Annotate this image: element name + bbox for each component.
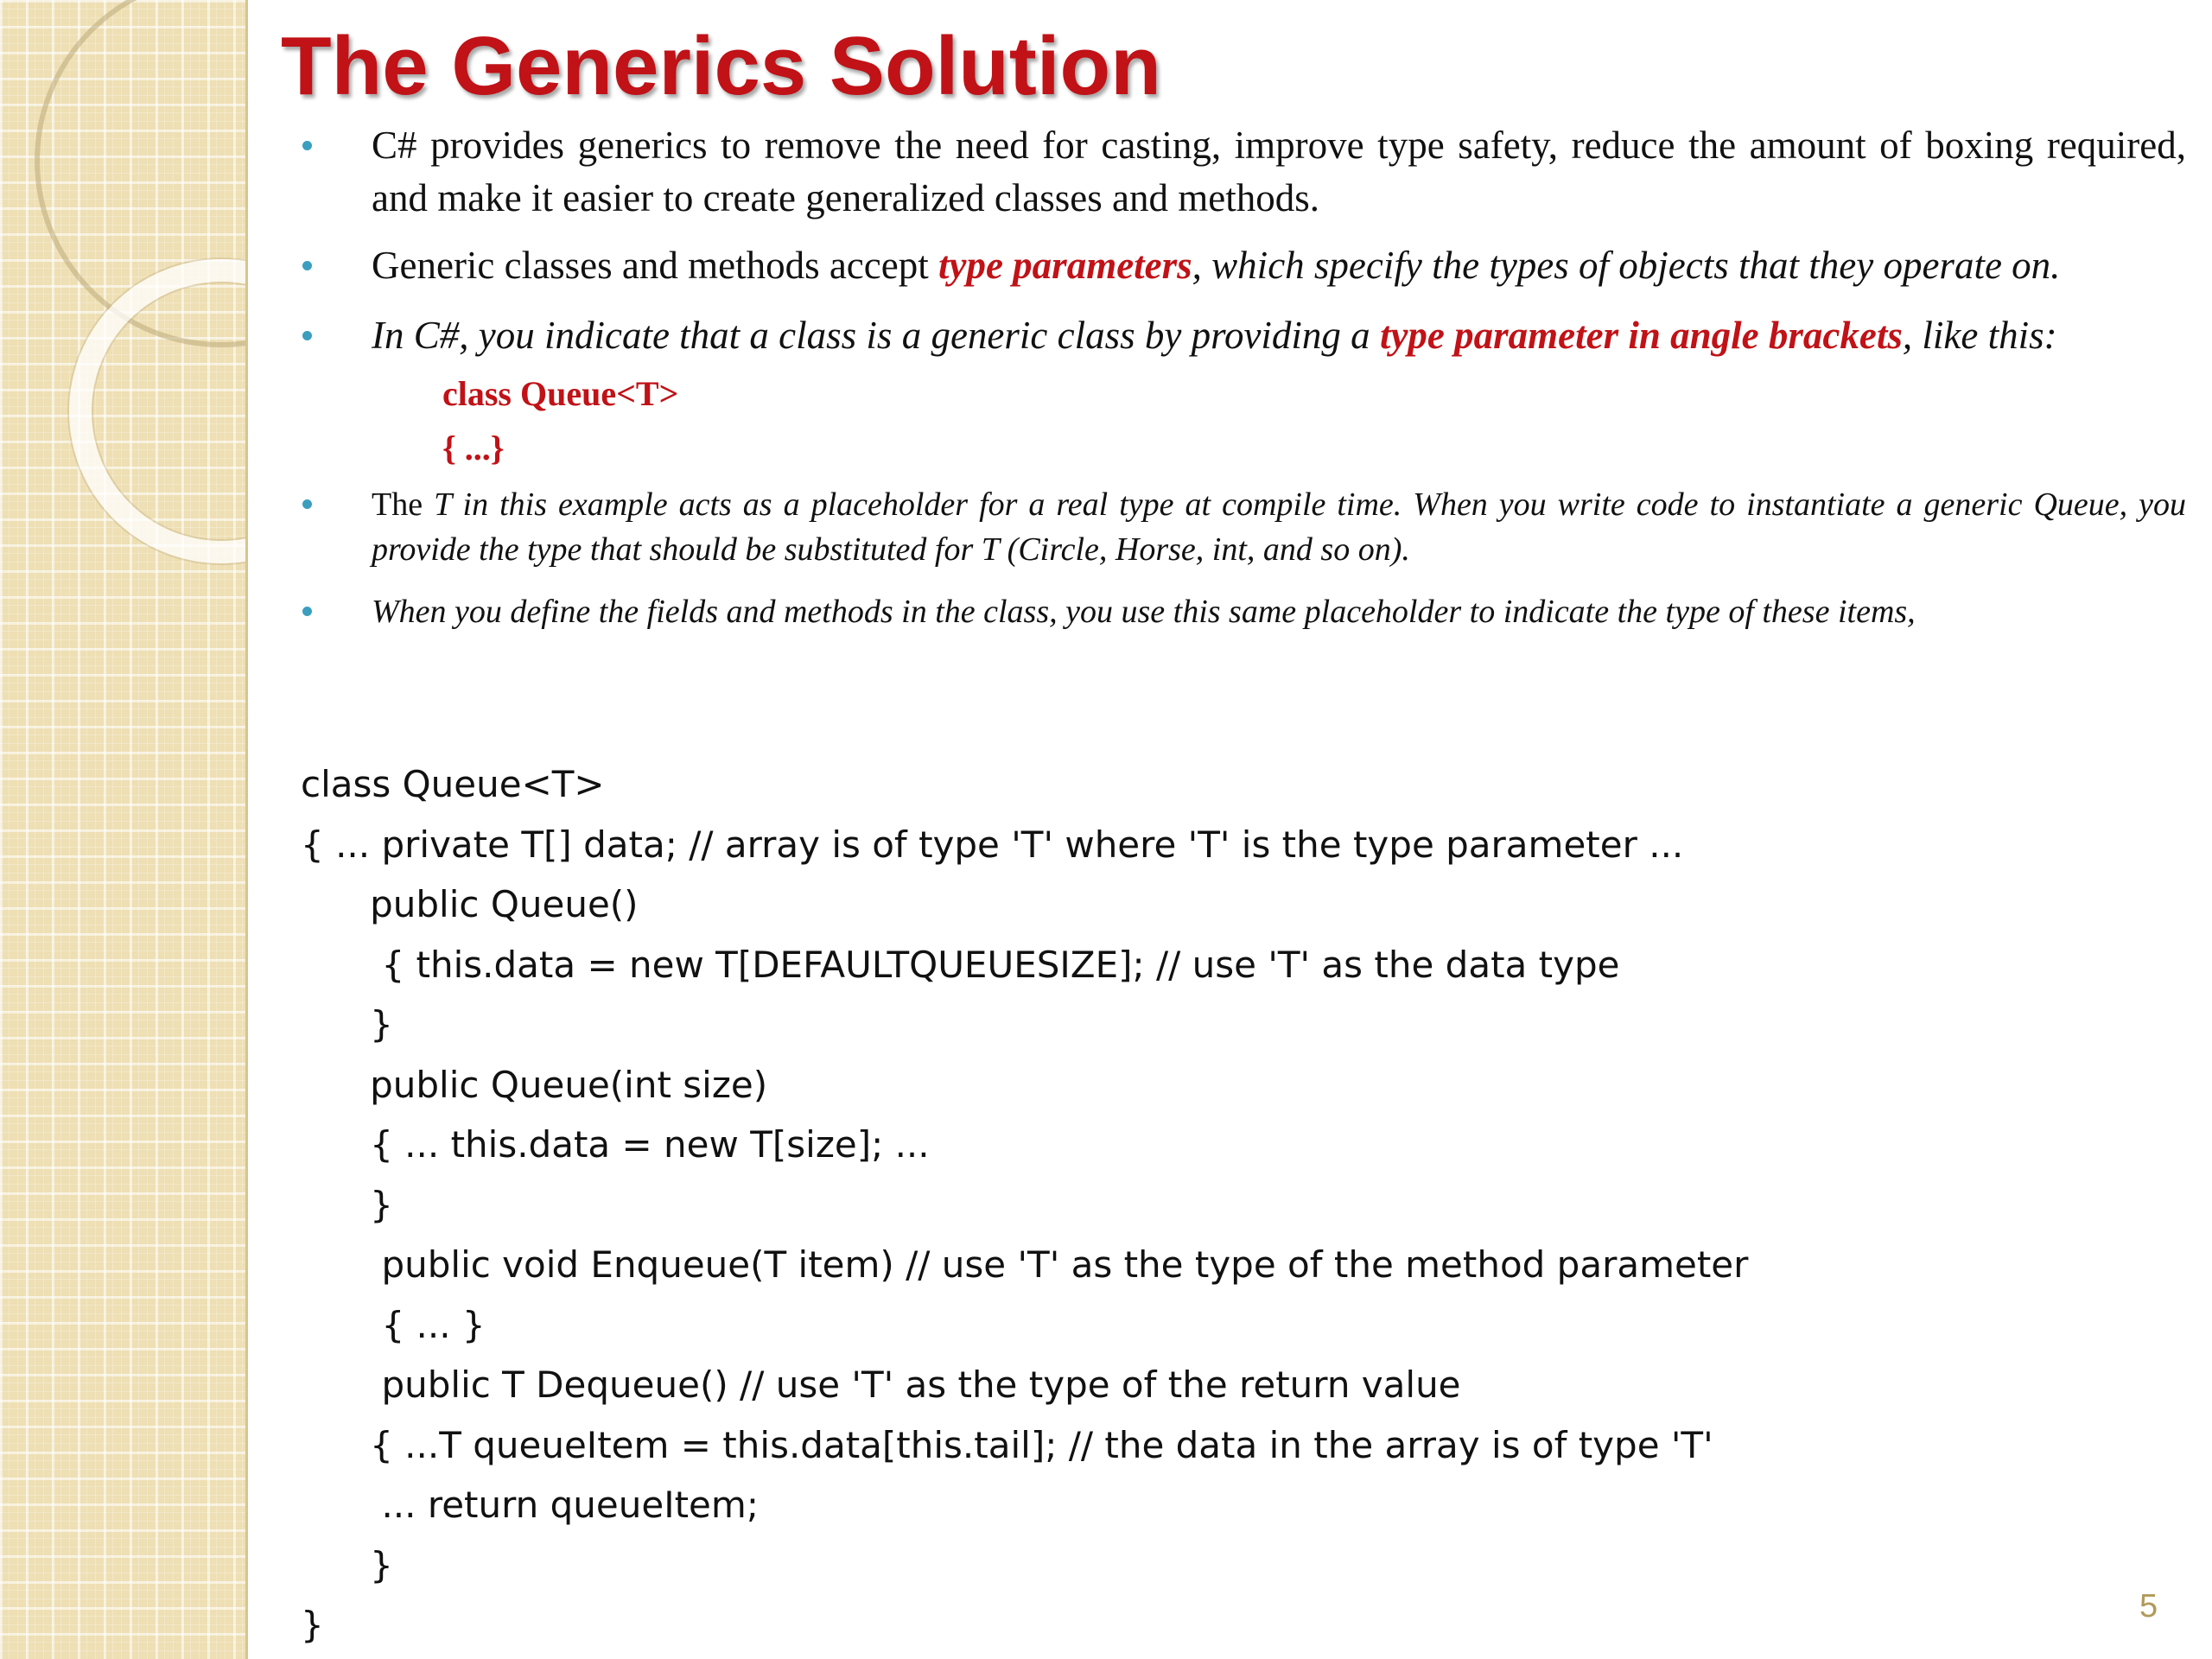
bullet-item (285, 482, 2186, 572)
bullet-item (285, 119, 2186, 225)
code-line: public void Enqueue(T item) // use 'T' as the type of the method parameter (301, 1243, 1749, 1286)
decorative-sidebar (0, 0, 248, 1659)
bullet-dot-icon (302, 331, 312, 340)
highlight-text: type parameter in angle brackets (1379, 314, 1903, 357)
bullet-text: C# provides generics to remove the need for casting, improve type safety, reduce the amount of boxing required, and make it easier to create generalized classes and methods. (372, 124, 2186, 219)
bullet-dot-icon (302, 261, 312, 270)
code-line: class Queue<T> (301, 763, 605, 805)
bullet-list (285, 119, 2186, 634)
code-line: } (301, 1003, 393, 1046)
code-line: public Queue() (301, 883, 639, 925)
bullet-dot-icon (302, 499, 312, 509)
code-line: { ... private T[] data; // array is of type 'T' where 'T' is the type parameter ... (301, 823, 1684, 866)
bullet-item (285, 309, 2186, 362)
snippet-line: class Queue<T> (442, 374, 679, 413)
code-line: { ...T queueItem = this.data[this.tail]; // the data in the array is of type 'T' (301, 1423, 1713, 1466)
snippet-line: { ...} (442, 429, 505, 467)
code-snippet (442, 366, 2186, 475)
code-line: { ... } (301, 1303, 486, 1346)
bullet-text: In C#, you indicate that a class is a generic class by providing a (372, 314, 1380, 357)
bullet-text: T in this example acts as a placeholder for a real type at compile time. When you write code to instantiate a generic Queue, you provide the type that should be substituted for T (Circle, Horse, int, and so on). (372, 486, 2187, 568)
bullet-text: When you define the fields and methods in the class, you use this same placeholder to indicate the type of these items, (372, 594, 1916, 630)
code-line: { ... this.data = new T[size]; ... (301, 1123, 930, 1166)
code-line: } (301, 1604, 324, 1646)
bullet-dot-icon (302, 607, 312, 616)
bullet-item (285, 589, 2186, 634)
decorative-ring (69, 259, 248, 563)
code-line: } (301, 1543, 393, 1586)
code-line: { this.data = new T[DEFAULTQUEUESIZE]; // use 'T' as the data type (301, 943, 1620, 986)
bullet-item (285, 239, 2186, 292)
code-line: public T Dequeue() // use 'T' as the type of the return value (301, 1363, 1461, 1406)
bullet-text: The (372, 486, 435, 523)
code-line: public Queue(int size) (301, 1063, 768, 1106)
bullet-dot-icon (302, 141, 312, 150)
bullet-text: Generic classes and methods accept (372, 244, 938, 287)
code-block (301, 754, 1748, 1656)
slide-title: The Generics Solution (281, 20, 1161, 112)
page-number: 5 (2139, 1588, 2158, 1624)
bullet-text: , like this: (1902, 314, 2057, 357)
code-line: ... return queueItem; (301, 1484, 759, 1526)
bullet-text: , which specify the types of objects that they operate on. (1192, 244, 2061, 287)
code-line: } (301, 1183, 393, 1226)
highlight-text: type parameters (938, 244, 1192, 287)
